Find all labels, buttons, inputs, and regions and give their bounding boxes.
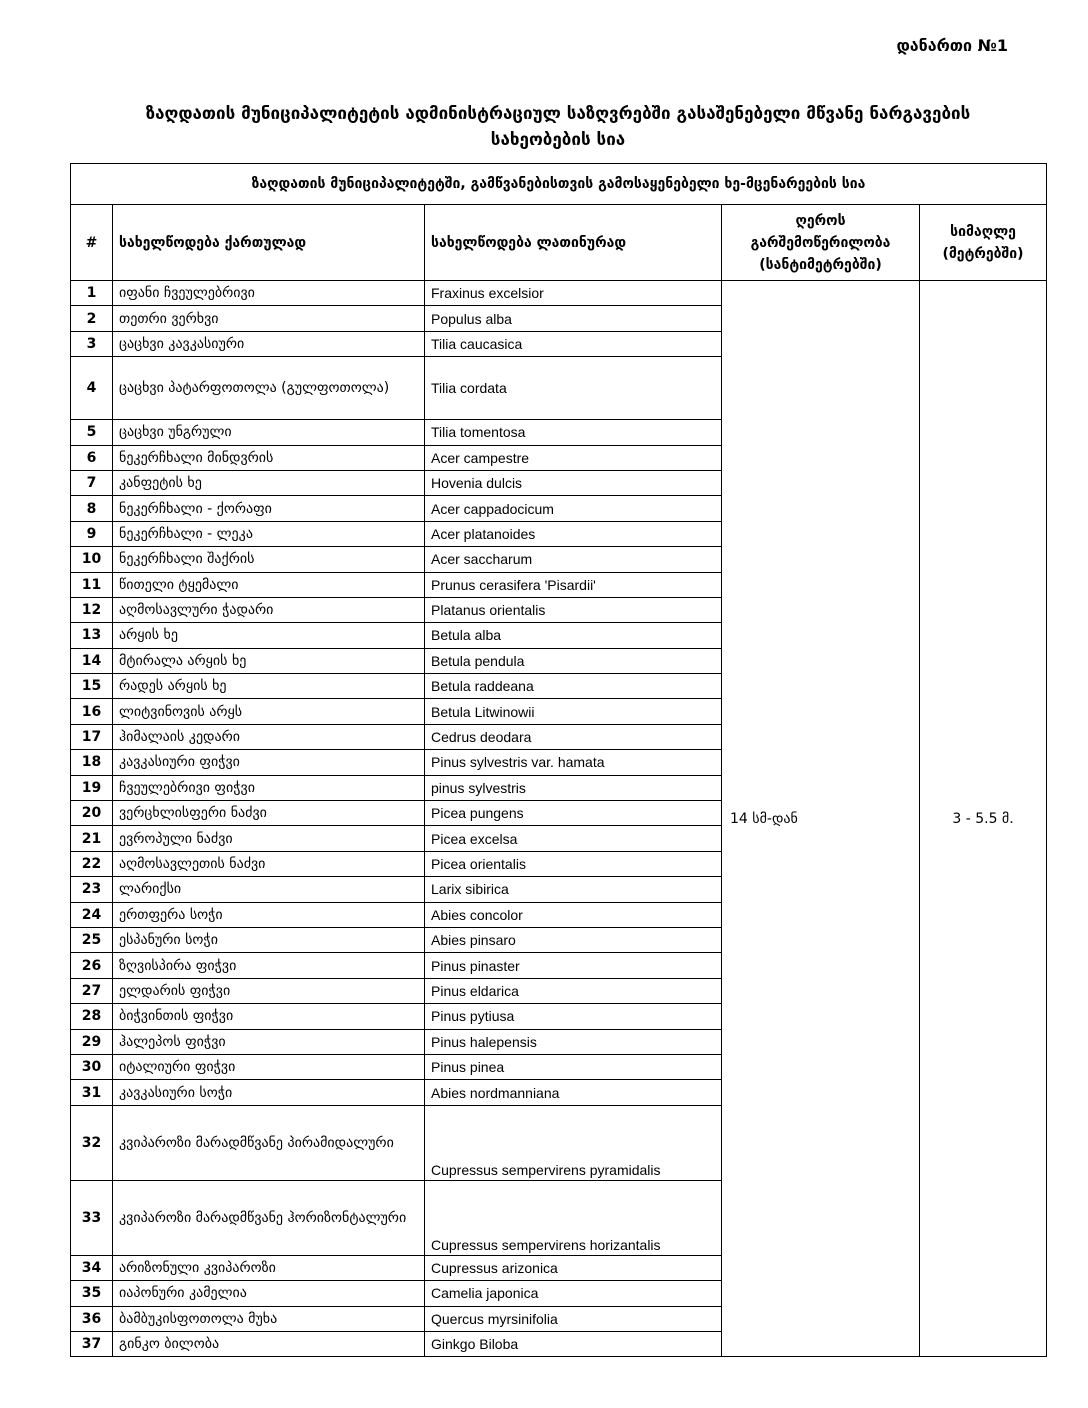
row-number: 16 — [71, 699, 113, 724]
table-header-row — [71, 205, 1047, 281]
row-number: 21 — [71, 826, 113, 851]
row-number: 1 — [71, 281, 113, 306]
row-number: 12 — [71, 597, 113, 622]
row-name-latin: Abies nordmanniana — [425, 1080, 722, 1105]
row-name-latin: Betula pendula — [425, 648, 722, 673]
row-name-latin: Acer cappadocicum — [425, 496, 722, 521]
row-name-latin: Cupressus sempervirens horizantalis — [425, 1180, 722, 1255]
row-name-latin: Picea orientalis — [425, 851, 722, 876]
row-name-latin: Prunus cerasifera 'Pisardii' — [425, 572, 722, 597]
row-name-latin: Cupressus sempervirens pyramidalis — [425, 1105, 722, 1180]
row-name-latin: Populus alba — [425, 306, 722, 331]
row-name-latin: Cupressus arizonica — [425, 1255, 722, 1280]
height-value: 3 - 5.5 მ. — [920, 281, 1047, 1357]
row-name-latin: Picea excelsa — [425, 826, 722, 851]
row-name-georgian: არიზონული კვიპაროზი — [113, 1255, 425, 1280]
row-name-georgian: ლიტვინოვის არყს — [113, 699, 425, 724]
annex-label: დანართი №1 — [896, 36, 1008, 55]
row-name-georgian: ცაცხვი პატარფოთოლა (გულფოთოლა) — [113, 357, 425, 420]
row-name-latin: Abies concolor — [425, 902, 722, 927]
row-name-georgian: არყის ხე — [113, 623, 425, 648]
row-name-latin: Fraxinus excelsior — [425, 281, 722, 306]
row-name-georgian: ნეკერჩხალი მინდვრის — [113, 445, 425, 470]
row-name-latin: Cedrus deodara — [425, 724, 722, 749]
row-name-latin: Platanus orientalis — [425, 597, 722, 622]
row-name-latin: Tilia tomentosa — [425, 420, 722, 445]
header-name-latin: სახელწოდება ლათინურად — [425, 205, 722, 281]
row-name-georgian: კანფეტის ხე — [113, 470, 425, 495]
row-name-latin: Tilia caucasica — [425, 331, 722, 356]
girth-value: 14 სმ-დან — [722, 281, 920, 1357]
row-name-latin: Abies pinsaro — [425, 927, 722, 952]
row-name-latin: Tilia cordata — [425, 357, 722, 420]
row-number: 33 — [71, 1180, 113, 1255]
row-number: 9 — [71, 521, 113, 546]
row-name-georgian: კავკასიური სოჭი — [113, 1080, 425, 1105]
row-name-georgian: კვიპაროზი მარადმწვანე ჰორიზონტალური — [113, 1180, 425, 1255]
row-number: 32 — [71, 1105, 113, 1180]
row-number: 24 — [71, 902, 113, 927]
row-number: 19 — [71, 775, 113, 800]
row-number: 30 — [71, 1054, 113, 1079]
row-name-latin: Acer platanoides — [425, 521, 722, 546]
row-number: 17 — [71, 724, 113, 749]
row-number: 37 — [71, 1331, 113, 1356]
row-name-georgian: წითელი ტყემალი — [113, 572, 425, 597]
row-name-latin: Pinus pytiusa — [425, 1004, 722, 1029]
row-name-georgian: იფანი ჩვეულებრივი — [113, 281, 425, 306]
header-number: # — [71, 205, 113, 281]
row-number: 36 — [71, 1306, 113, 1331]
row-name-latin: Betula alba — [425, 623, 722, 648]
table-caption: ზაღდათის მუნიციპალიტეტში, გამწვანებისთვის გამოსაყენებელი ხე-მცენარეების სია — [71, 164, 1047, 205]
row-number: 34 — [71, 1255, 113, 1280]
row-name-georgian: კვიპაროზი მარადმწვანე პირამიდალური — [113, 1105, 425, 1180]
row-number: 22 — [71, 851, 113, 876]
row-number: 7 — [71, 470, 113, 495]
row-name-georgian: გინკო ბილობა — [113, 1331, 425, 1356]
row-name-georgian: ზღვისპირა ფიჭვი — [113, 953, 425, 978]
title-line-1: ზაღდათის მუნიციპალიტეტის ადმინისტრაციულ საზღვრებში გასაშენებელი მწვანე ნარგავების — [145, 104, 971, 124]
row-name-latin: pinus sylvestris — [425, 775, 722, 800]
row-name-georgian: ცაცხვი კავკასიური — [113, 331, 425, 356]
table-row — [71, 281, 1047, 306]
row-number: 20 — [71, 801, 113, 826]
row-number: 5 — [71, 420, 113, 445]
row-name-latin: Pinus pinea — [425, 1054, 722, 1079]
row-name-georgian: ბამბუკისფოთოლა მუხა — [113, 1306, 425, 1331]
row-name-latin: Ginkgo Biloba — [425, 1331, 722, 1356]
row-name-latin: Pinus sylvestris var. hamata — [425, 750, 722, 775]
row-name-latin: Larix sibirica — [425, 877, 722, 902]
row-name-georgian: ვერცხლისფერი ნაძვი — [113, 801, 425, 826]
row-number: 13 — [71, 623, 113, 648]
row-name-georgian: ჩვეულებრივი ფიჭვი — [113, 775, 425, 800]
row-number: 4 — [71, 357, 113, 420]
row-number: 15 — [71, 674, 113, 699]
row-number: 2 — [71, 306, 113, 331]
row-name-georgian: ჰიმალაის კედარი — [113, 724, 425, 749]
row-name-latin: Hovenia dulcis — [425, 470, 722, 495]
row-number: 14 — [71, 648, 113, 673]
row-name-georgian: ბიჭვინთის ფიჭვი — [113, 1004, 425, 1029]
row-name-georgian: ნეკერჩხალი შაქრის — [113, 547, 425, 572]
row-number: 10 — [71, 547, 113, 572]
row-number: 18 — [71, 750, 113, 775]
row-name-georgian: აღმოსავლეთის ნაძვი — [113, 851, 425, 876]
row-name-latin: Acer saccharum — [425, 547, 722, 572]
row-name-georgian: მტირალა არყის ხე — [113, 648, 425, 673]
row-number: 35 — [71, 1281, 113, 1306]
row-number: 23 — [71, 877, 113, 902]
row-name-georgian: კავკასიური ფიჭვი — [113, 750, 425, 775]
document-title — [70, 101, 1046, 153]
row-name-latin: Acer campestre — [425, 445, 722, 470]
row-number: 31 — [71, 1080, 113, 1105]
row-name-latin: Betula Litwinowii — [425, 699, 722, 724]
row-name-georgian: ესპანური სოჭი — [113, 927, 425, 952]
row-number: 25 — [71, 927, 113, 952]
row-name-georgian: ჰალეპოს ფიჭვი — [113, 1029, 425, 1054]
row-name-georgian: ლარიქსი — [113, 877, 425, 902]
header-height: სიმაღლე (მეტრებში) — [920, 205, 1047, 281]
header-girth: ღეროს გარშემოწერილობა (სანტიმეტრებში) — [722, 205, 920, 281]
row-number: 26 — [71, 953, 113, 978]
row-name-georgian: ევროპული ნაძვი — [113, 826, 425, 851]
row-name-georgian: რადეს არყის ხე — [113, 674, 425, 699]
row-name-georgian: ნეკერჩხალი - ლეკა — [113, 521, 425, 546]
row-number: 6 — [71, 445, 113, 470]
title-line-2: სახეობების სია — [490, 130, 626, 150]
row-name-latin: Pinus halepensis — [425, 1029, 722, 1054]
row-number: 27 — [71, 978, 113, 1003]
species-table — [70, 163, 1047, 1357]
row-number: 8 — [71, 496, 113, 521]
row-name-georgian: ელდარის ფიჭვი — [113, 978, 425, 1003]
row-number: 28 — [71, 1004, 113, 1029]
header-name-georgian: სახელწოდება ქართულად — [113, 205, 425, 281]
row-name-latin: Camelia japonica — [425, 1281, 722, 1306]
row-name-georgian: იაპონური კამელია — [113, 1281, 425, 1306]
row-name-latin: Betula raddeana — [425, 674, 722, 699]
table-caption-row — [71, 164, 1047, 205]
row-name-georgian: იტალიური ფიჭვი — [113, 1054, 425, 1079]
row-number: 11 — [71, 572, 113, 597]
row-number: 3 — [71, 331, 113, 356]
row-name-georgian: აღმოსავლური ჭადარი — [113, 597, 425, 622]
row-number: 29 — [71, 1029, 113, 1054]
row-name-latin: Quercus myrsinifolia — [425, 1306, 722, 1331]
row-name-georgian: ცაცხვი უნგრული — [113, 420, 425, 445]
row-name-georgian: ნეკერჩხალი - ქორაფი — [113, 496, 425, 521]
row-name-latin: Picea pungens — [425, 801, 722, 826]
row-name-georgian: ერთფერა სოჭი — [113, 902, 425, 927]
row-name-latin: Pinus pinaster — [425, 953, 722, 978]
row-name-latin: Pinus eldarica — [425, 978, 722, 1003]
row-name-georgian: თეთრი ვერხვი — [113, 306, 425, 331]
